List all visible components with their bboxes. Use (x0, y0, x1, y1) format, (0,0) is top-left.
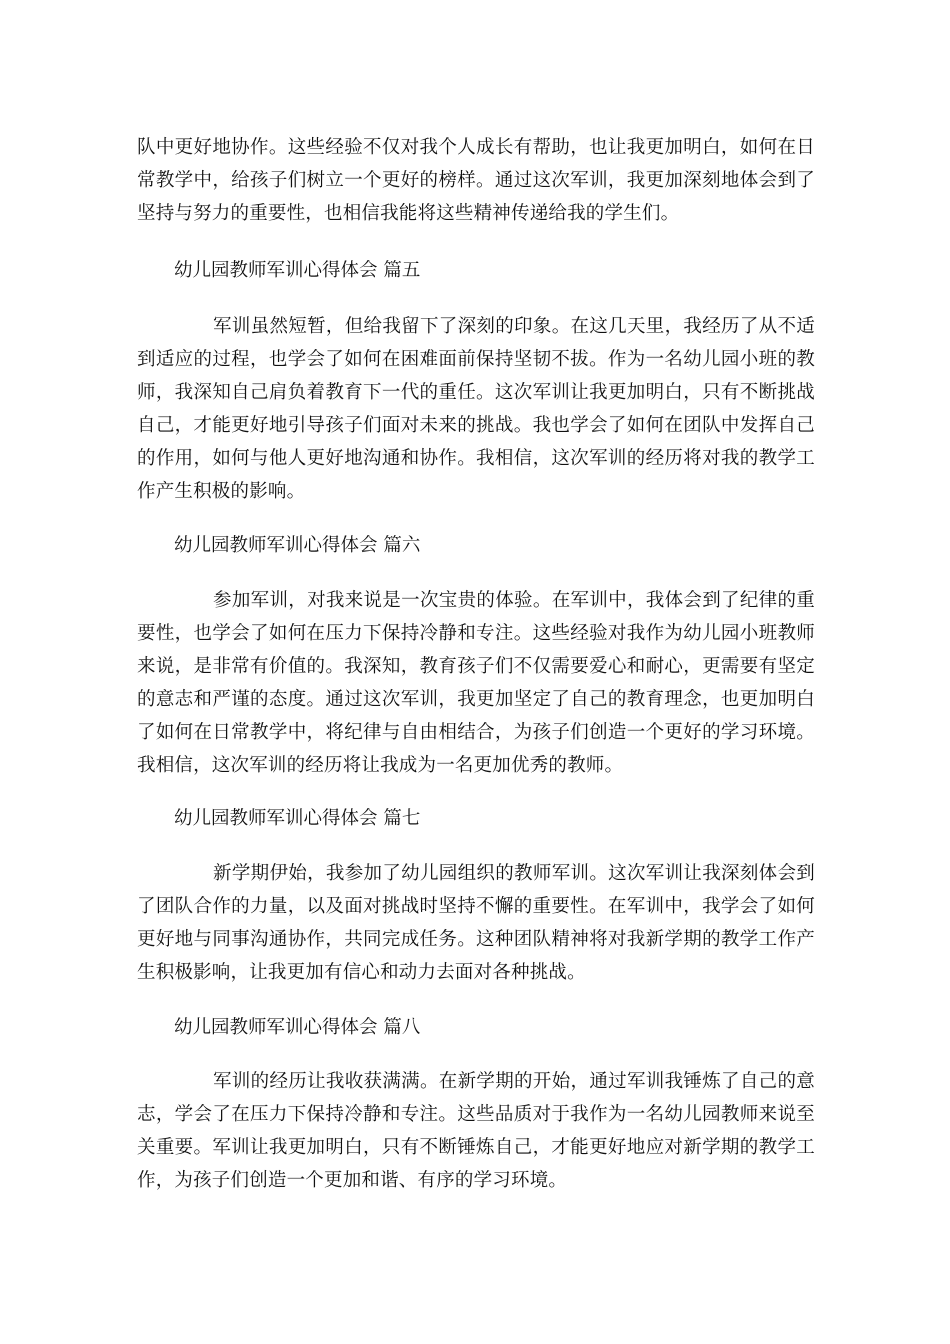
section-body-7: 新学期伊始，我参加了幼儿园组织的教师军训。这次军训让我深刻体会到了团队合作的力量，以及面对挑战时坚持不懈的重要性。在军训中，我学会了如何更好地与同事沟通协作，共同完成任务。这种团队精神将对我新学期的教学工作产生积极影响，让我更加有信心和动力去面对各种挑战。 (137, 863, 815, 983)
section-body-5: 军训虽然短暂，但给我留下了深刻的印象。在这几天里，我经历了从不适到适应的过程，也学会了如何在困难面前保持坚韧不拔。作为一名幼儿园小班的教师，我深知自己肩负着教育下一代的重任。这次军训让我更加明白，只有不断挑战自己，才能更好地引导孩子们面对未来的挑战。我也学会了如何在团队中发挥自己的作用，如何与他人更好地沟通和协作。我相信，这次军训的经历将对我的教学工作产生积极的影响。 (137, 316, 815, 502)
section-heading-5: 幼儿园教师军训心得体会 篇五 (174, 260, 421, 281)
section-body-6: 参加军训，对我来说是一次宝贵的体验。在军训中，我体会到了纪律的重要性，也学会了如何在压力下保持冷静和专注。这些经验对我作为幼儿园小班教师来说，是非常有价值的。我深知，教育孩子们不仅需要爱心和耐心，更需要有坚定的意志和严谨的态度。通过这次军训，我更加坚定了自己的教育理念，也更加明白了如何在日常教学中，将纪律与自由相结合，为孩子们创造一个更好的学习环境。我相信，这次军训的经历将让我成为一名更加优秀的教师。 (137, 590, 815, 776)
section-heading-8: 幼儿园教师军训心得体会 篇八 (174, 1017, 421, 1038)
section-body-8: 军训的经历让我收获满满。在新学期的开始，通过军训我锤炼了自己的意志，学会了在压力下保持冷静和专注。这些品质对于我作为一名幼儿园教师来说至关重要。军训让我更加明白，只有不断锤炼自己，才能更好地应对新学期的教学工作，为孩子们创造一个更加和谐、有序的学习环境。 (137, 1071, 815, 1191)
section-heading-7: 幼儿园教师军训心得体会 篇七 (174, 808, 421, 829)
intro-paragraph: 队中更好地协作。这些经验不仅对我个人成长有帮助，也让我更加明白，如何在日常教学中，给孩子们树立一个更好的榜样。通过这次军训，我更加深刻地体会到了坚持与努力的重要性，也相信我能将这些精神传递给我的学生们。 (137, 137, 815, 224)
section-heading-6: 幼儿园教师军训心得体会 篇六 (174, 535, 421, 556)
